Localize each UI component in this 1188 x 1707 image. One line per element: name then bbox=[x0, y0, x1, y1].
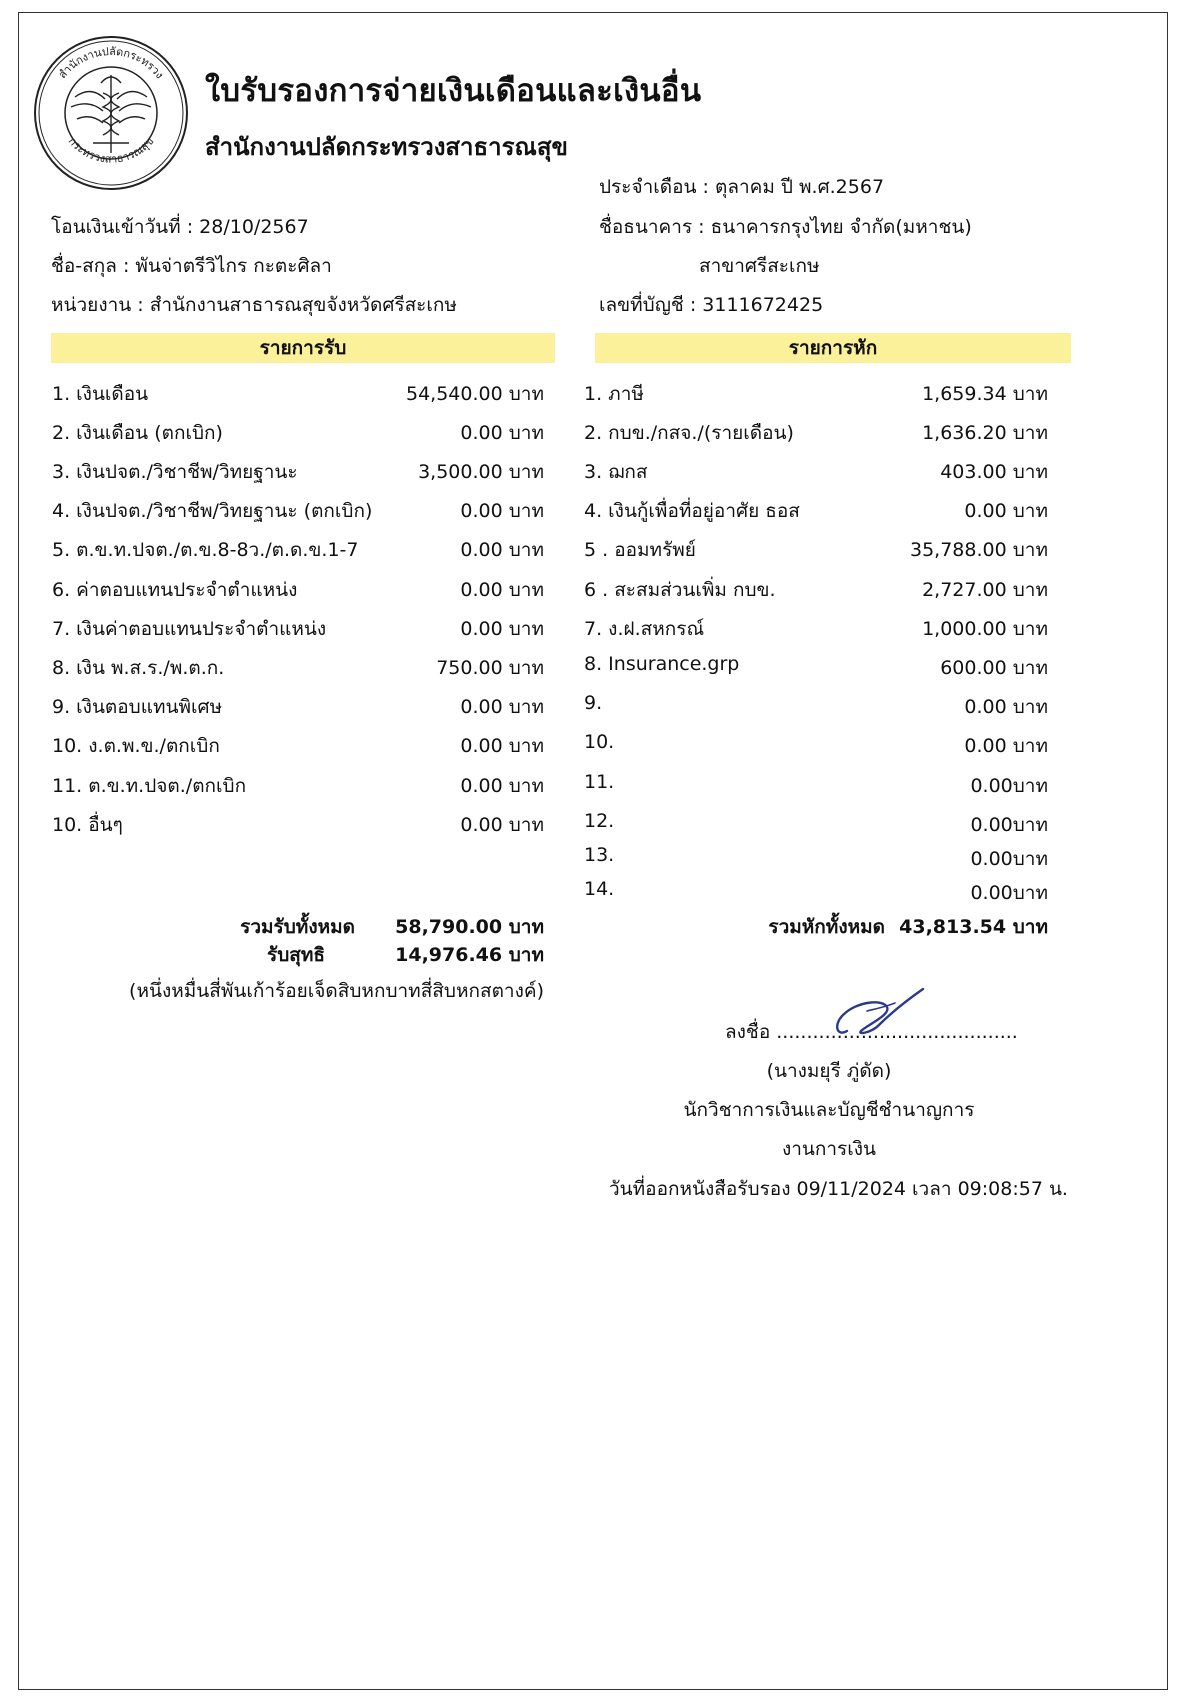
income-row bbox=[52, 810, 544, 840]
bank-name: ชื่อธนาคาร : ธนาคารกรุงไทย จำกัด(มหาชน) bbox=[599, 216, 972, 238]
deduction-row bbox=[584, 878, 1048, 908]
income-amount: 0.00 บาท bbox=[460, 735, 544, 757]
deduction-row bbox=[584, 496, 1048, 526]
income-label: 8. เงิน พ.ส.ร./พ.ต.ก. bbox=[52, 657, 225, 679]
income-amount: 0.00 บาท bbox=[460, 579, 544, 601]
deduction-label: 5 . ออมทรัพย์ bbox=[584, 539, 696, 561]
deduction-row bbox=[584, 844, 1048, 874]
deductions-total-label: รวมหักทั้งหมด bbox=[768, 916, 885, 938]
deduction-row bbox=[584, 731, 1048, 761]
deduction-row bbox=[584, 653, 1048, 683]
ministry-seal-logo bbox=[31, 33, 191, 193]
work-unit: หน่วยงาน : สำนักงานสาธารณสุขจังหวัดศรีสะเกษ bbox=[51, 294, 457, 316]
deduction-label: 1. ภาษี bbox=[584, 383, 644, 405]
deduction-amount: 0.00บาท bbox=[970, 814, 1048, 836]
deduction-amount: 1,636.20 บาท bbox=[922, 422, 1048, 444]
income-row bbox=[52, 653, 544, 683]
income-row bbox=[52, 457, 544, 487]
account-number: เลขที่บัญชี : 3111672425 bbox=[599, 294, 824, 316]
deduction-row bbox=[584, 535, 1048, 565]
signature-line: ลงชื่อ ........................................ bbox=[725, 1021, 1018, 1043]
deduction-label: 6 . สะสมส่วนเพิ่ม กบข. bbox=[584, 579, 776, 601]
income-header: รายการรับ bbox=[51, 333, 555, 363]
income-total-label: รวมรับทั้งหมด bbox=[240, 916, 355, 938]
income-amount: 0.00 บาท bbox=[460, 618, 544, 640]
income-row bbox=[52, 771, 544, 801]
deduction-label: 4. เงินกู้เพื่อที่อยู่อาศัย ธอส bbox=[584, 500, 800, 522]
office-name: สำนักงานปลัดกระทรวงสาธารณสุข bbox=[205, 133, 568, 161]
deduction-label: 10. bbox=[584, 731, 615, 753]
income-amount: 750.00 บาท bbox=[436, 657, 544, 679]
deduction-label: 2. กบข./กสจ./(รายเดือน) bbox=[584, 422, 794, 444]
issue-datetime: วันที่ออกหนังสือรับรอง 09/11/2024 เวลา 09:08:57 น. bbox=[609, 1178, 1068, 1200]
deduction-amount: 0.00 บาท bbox=[964, 735, 1048, 757]
svg-text:สำนักงานปลัดกระทรวง: สำนักงานปลัดกระทรวง bbox=[55, 44, 167, 82]
signer-name: (นางมยุรี ภู่ดัด) bbox=[766, 1060, 892, 1082]
deduction-label: 3. ฌกส bbox=[584, 461, 648, 483]
income-label: 3. เงินปจต./วิชาชีพ/วิทยฐานะ bbox=[52, 461, 298, 483]
income-row bbox=[52, 575, 544, 605]
certificate-page bbox=[18, 12, 1168, 1690]
deduction-row bbox=[584, 771, 1048, 801]
net-pay-in-words: (หนึ่งหมื่นสี่พันเก้าร้อยเจ็ดสิบหกบาทสี่สิบหกสตางค์) bbox=[129, 980, 544, 1002]
deduction-amount: 0.00บาท bbox=[970, 775, 1048, 797]
pay-month: ประจำเดือน : ตุลาคม ปี พ.ศ.2567 bbox=[599, 176, 885, 198]
svg-text:กระทรวงสาธารณสุข: กระทรวงสาธารณสุข bbox=[65, 134, 157, 166]
income-label: 6. ค่าตอบแทนประจำตำแหน่ง bbox=[52, 579, 298, 601]
income-amount: 0.00 บาท bbox=[460, 775, 544, 797]
income-label: 7. เงินค่าตอบแทนประจำตำแหน่ง bbox=[52, 618, 327, 640]
net-pay-amount: 14,976.46 บาท bbox=[395, 944, 544, 966]
income-row bbox=[52, 379, 544, 409]
deduction-label: 11. bbox=[584, 771, 615, 793]
deduction-amount: 1,659.34 บาท bbox=[922, 383, 1048, 405]
transfer-date: โอนเงินเข้าวันที่ : 28/10/2567 bbox=[51, 216, 309, 238]
income-row bbox=[52, 614, 544, 644]
deduction-amount: 0.00บาท bbox=[970, 882, 1048, 904]
deduction-amount: 35,788.00 บาท bbox=[910, 539, 1048, 561]
income-row bbox=[52, 496, 544, 526]
deductions-header: รายการหัก bbox=[595, 333, 1071, 363]
handwritten-signature bbox=[827, 981, 937, 1043]
deduction-row bbox=[584, 810, 1048, 840]
income-amount: 0.00 บาท bbox=[460, 814, 544, 836]
deduction-row bbox=[584, 457, 1048, 487]
income-amount: 3,500.00 บาท bbox=[418, 461, 544, 483]
deduction-amount: 2,727.00 บาท bbox=[922, 579, 1048, 601]
deduction-label: 9. bbox=[584, 692, 603, 714]
income-label: 10. ง.ต.พ.ข./ตกเบิก bbox=[52, 735, 220, 757]
income-amount: 54,540.00 บาท bbox=[406, 383, 544, 405]
income-label: 4. เงินปจต./วิชาชีพ/วิทยฐานะ (ตกเบิก) bbox=[52, 500, 373, 522]
income-label: 10. อื่นๆ bbox=[52, 814, 123, 836]
income-total-amount: 58,790.00 บาท bbox=[395, 916, 544, 938]
income-label: 9. เงินตอบแทนพิเศษ bbox=[52, 696, 223, 718]
deduction-row bbox=[584, 575, 1048, 605]
document-title: ใบรับรองการจ่ายเงินเดือนและเงินอื่น bbox=[205, 73, 702, 109]
deduction-amount: 1,000.00 บาท bbox=[922, 618, 1048, 640]
income-label: 5. ต.ข.ท.ปจต./ต.ข.8-8ว./ต.ด.ข.1-7 bbox=[52, 539, 359, 561]
income-amount: 0.00 บาท bbox=[460, 422, 544, 444]
income-row bbox=[52, 535, 544, 565]
signer-position: นักวิชาการเงินและบัญชีชำนาญการ bbox=[683, 1099, 975, 1121]
bank-branch: สาขาศรีสะเกษ bbox=[699, 255, 820, 277]
income-label: 11. ต.ข.ท.ปจต./ตกเบิก bbox=[52, 775, 247, 797]
deduction-row bbox=[584, 692, 1048, 722]
signer-department: งานการเงิน bbox=[781, 1138, 877, 1160]
deduction-amount: 0.00บาท bbox=[970, 848, 1048, 870]
deduction-amount: 0.00 บาท bbox=[964, 500, 1048, 522]
net-pay-label: รับสุทธิ bbox=[267, 944, 325, 966]
deduction-label: 14. bbox=[584, 878, 615, 900]
deduction-label: 8. Insurance.grp bbox=[584, 653, 740, 675]
deduction-row bbox=[584, 379, 1048, 409]
income-amount: 0.00 บาท bbox=[460, 500, 544, 522]
deductions-total-amount: 43,813.54 บาท bbox=[899, 916, 1048, 938]
income-label: 1. เงินเดือน bbox=[52, 383, 149, 405]
income-row bbox=[52, 731, 544, 761]
deduction-label: 13. bbox=[584, 844, 615, 866]
income-amount: 0.00 บาท bbox=[460, 539, 544, 561]
deduction-amount: 0.00 บาท bbox=[964, 696, 1048, 718]
deduction-label: 12. bbox=[584, 810, 615, 832]
employee-name: ชื่อ-สกุล : พันจ่าตรีวิไกร กะตะศิลา bbox=[51, 255, 332, 277]
deduction-amount: 600.00 บาท bbox=[940, 657, 1048, 679]
income-amount: 0.00 บาท bbox=[460, 696, 544, 718]
income-row bbox=[52, 418, 544, 448]
deduction-row bbox=[584, 418, 1048, 448]
deduction-row bbox=[584, 614, 1048, 644]
income-row bbox=[52, 692, 544, 722]
deduction-label: 7. ง.ฝ.สหกรณ์ bbox=[584, 618, 705, 640]
income-label: 2. เงินเดือน (ตกเบิก) bbox=[52, 422, 223, 444]
deduction-amount: 403.00 บาท bbox=[940, 461, 1048, 483]
